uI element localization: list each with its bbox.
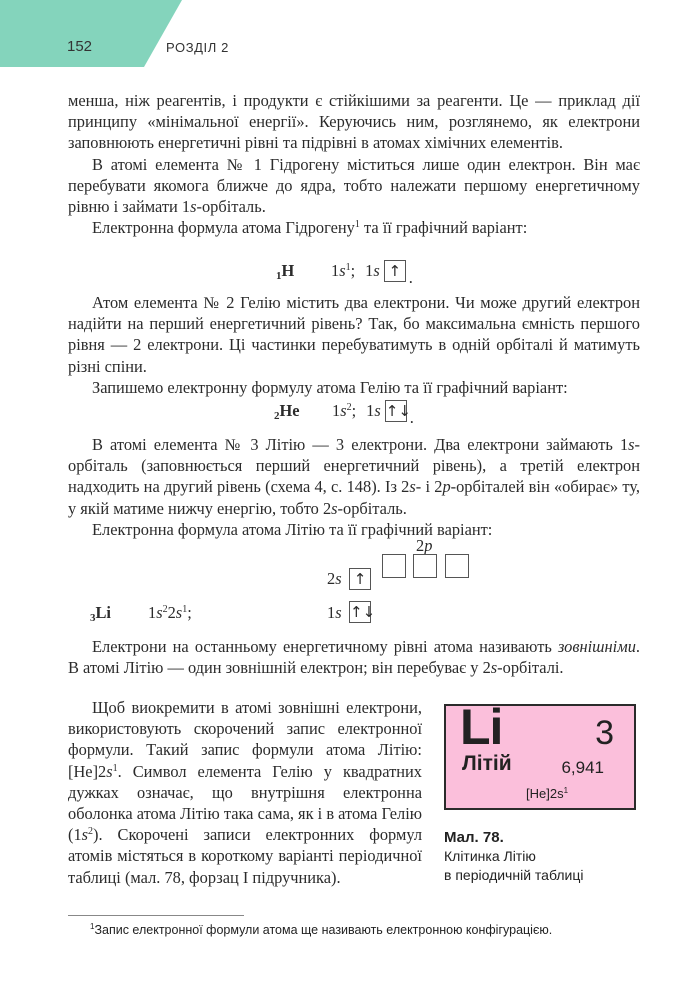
paragraph-6: В атомі елемента № 3 Літію — 3 електрони. Два електрони займають 1s-орбіталь (заповнюється перший енергетичний рівень), а третій електрон надходить на другий рівень (схема 4, с. 148). Із 2s- і 2p-орбіталей він «обирає» ту, у якій матиме нижчу енергію, тобто 2s-орбіталь. <box>68 435 640 518</box>
electron-config: $[He]2s^1$ <box>526 786 569 801</box>
atomic-number: 3 <box>595 714 614 752</box>
element-name: Літій <box>462 752 512 775</box>
caption-line: Клітинка Літію <box>444 848 536 864</box>
footnote: $^1$Запис електронної формули атома ще називають електронною конфігурацією. <box>90 922 553 937</box>
page-number: 152 <box>67 38 93 55</box>
paragraph-8: Електрони на останньому енергетичному рівні атома називають зовнішніми. В атомі Літію — один зовнішній електрон; він перебуває у 2s-орбіталі. <box>68 637 640 678</box>
orbital-cell-1s: ↑ <box>384 260 406 282</box>
paragraph-1: менша, ніж реагентів, і продукти є стійкішими за реагенти. Це — приклад дії принципу «мінімальної енергії». Керуючись ним, розглянемо, як електрони заповнюють енергетичні рівні та підрівні в атомах хімічних елементів. <box>68 91 640 153</box>
text-block-4 <box>68 636 640 678</box>
section-label: РОЗДІЛ 2 <box>166 40 229 55</box>
orbital-cell-1s: ↑↓ <box>385 402 411 420</box>
header-band <box>0 0 182 67</box>
paragraph-2: В атомі елемента № 1 Гідрогену міститься лише один електрон. Він має перебувати якомога ближче до ядра, тобто належати першому енергетичному рівню і займати 1s-орбіталь. <box>68 154 640 217</box>
paragraph-3: Електронна формула атома Гідрогену$^1$ та її графічний варіант: <box>92 218 528 238</box>
label-2s: 2 s <box>327 569 342 588</box>
footnote-ref[interactable]: 1 <box>354 219 360 231</box>
atomic-mass: 6,941 <box>561 758 604 777</box>
text-block-3 <box>68 434 640 540</box>
paragraph-4: Атом елемента № 2 Гелію містить два електрони. Чи може другий електрон надійти на перший енергетичний рівень? Так, бо максимальна ємність першого рівня — 2 електрони. Ці частинки перебуватимуть в одній орбіталі й матимуть різні спіни. <box>68 293 640 376</box>
paragraph-5: Запишемо електронну формулу атома Гелію та її графічний варіант: <box>92 377 568 397</box>
orbital-cell-1s: ↑↓ <box>350 603 376 621</box>
term-outer-electrons: зовнішніми <box>558 637 636 656</box>
footnote-divider <box>68 915 244 916</box>
orbital-cell-2p <box>382 554 406 578</box>
text-block-2 <box>68 292 640 398</box>
caption-line: в періодичній таблиці <box>444 867 584 883</box>
caption-title: Мал. 78. <box>444 829 504 846</box>
hydrogen-formula: $_1$H $1s^1$; 1s ↑ . <box>276 261 413 287</box>
element-symbol: Li <box>460 699 503 755</box>
text-block-5 <box>68 697 422 888</box>
label-1s: 1 s <box>327 603 342 622</box>
label-2p: 2 p <box>416 536 433 555</box>
helium-formula: $_2$He $1s^2$; 1s ↑↓ . <box>274 401 414 427</box>
figure-caption <box>444 828 583 885</box>
periodic-table-cell <box>444 699 636 810</box>
orbital-cell-2s: ↑ <box>349 568 371 590</box>
text-block-1 <box>68 90 640 238</box>
orbital-cell-2p <box>413 554 437 578</box>
orbital-cell-2p <box>445 554 469 578</box>
paragraph-9: Щоб виокремити в атомі зовнішні електрони, використовують скорочений запис електронної формули. Такий запис формули атома Літію: $[He]2s^1$. Символ елемента Гелію у квадратних дужках означає, що внутрішня електронна оболонка атома Літію така сама, як і в атома Гелію $(1s^2)$. Скорочені записи електронних формул атомів містяться в короткому варіанті періодичної таблиці (мал. 78, форзац І підручника). <box>68 698 422 887</box>
paragraph-7: Електронна формула атома Літію та її графічний варіант: <box>92 519 493 539</box>
